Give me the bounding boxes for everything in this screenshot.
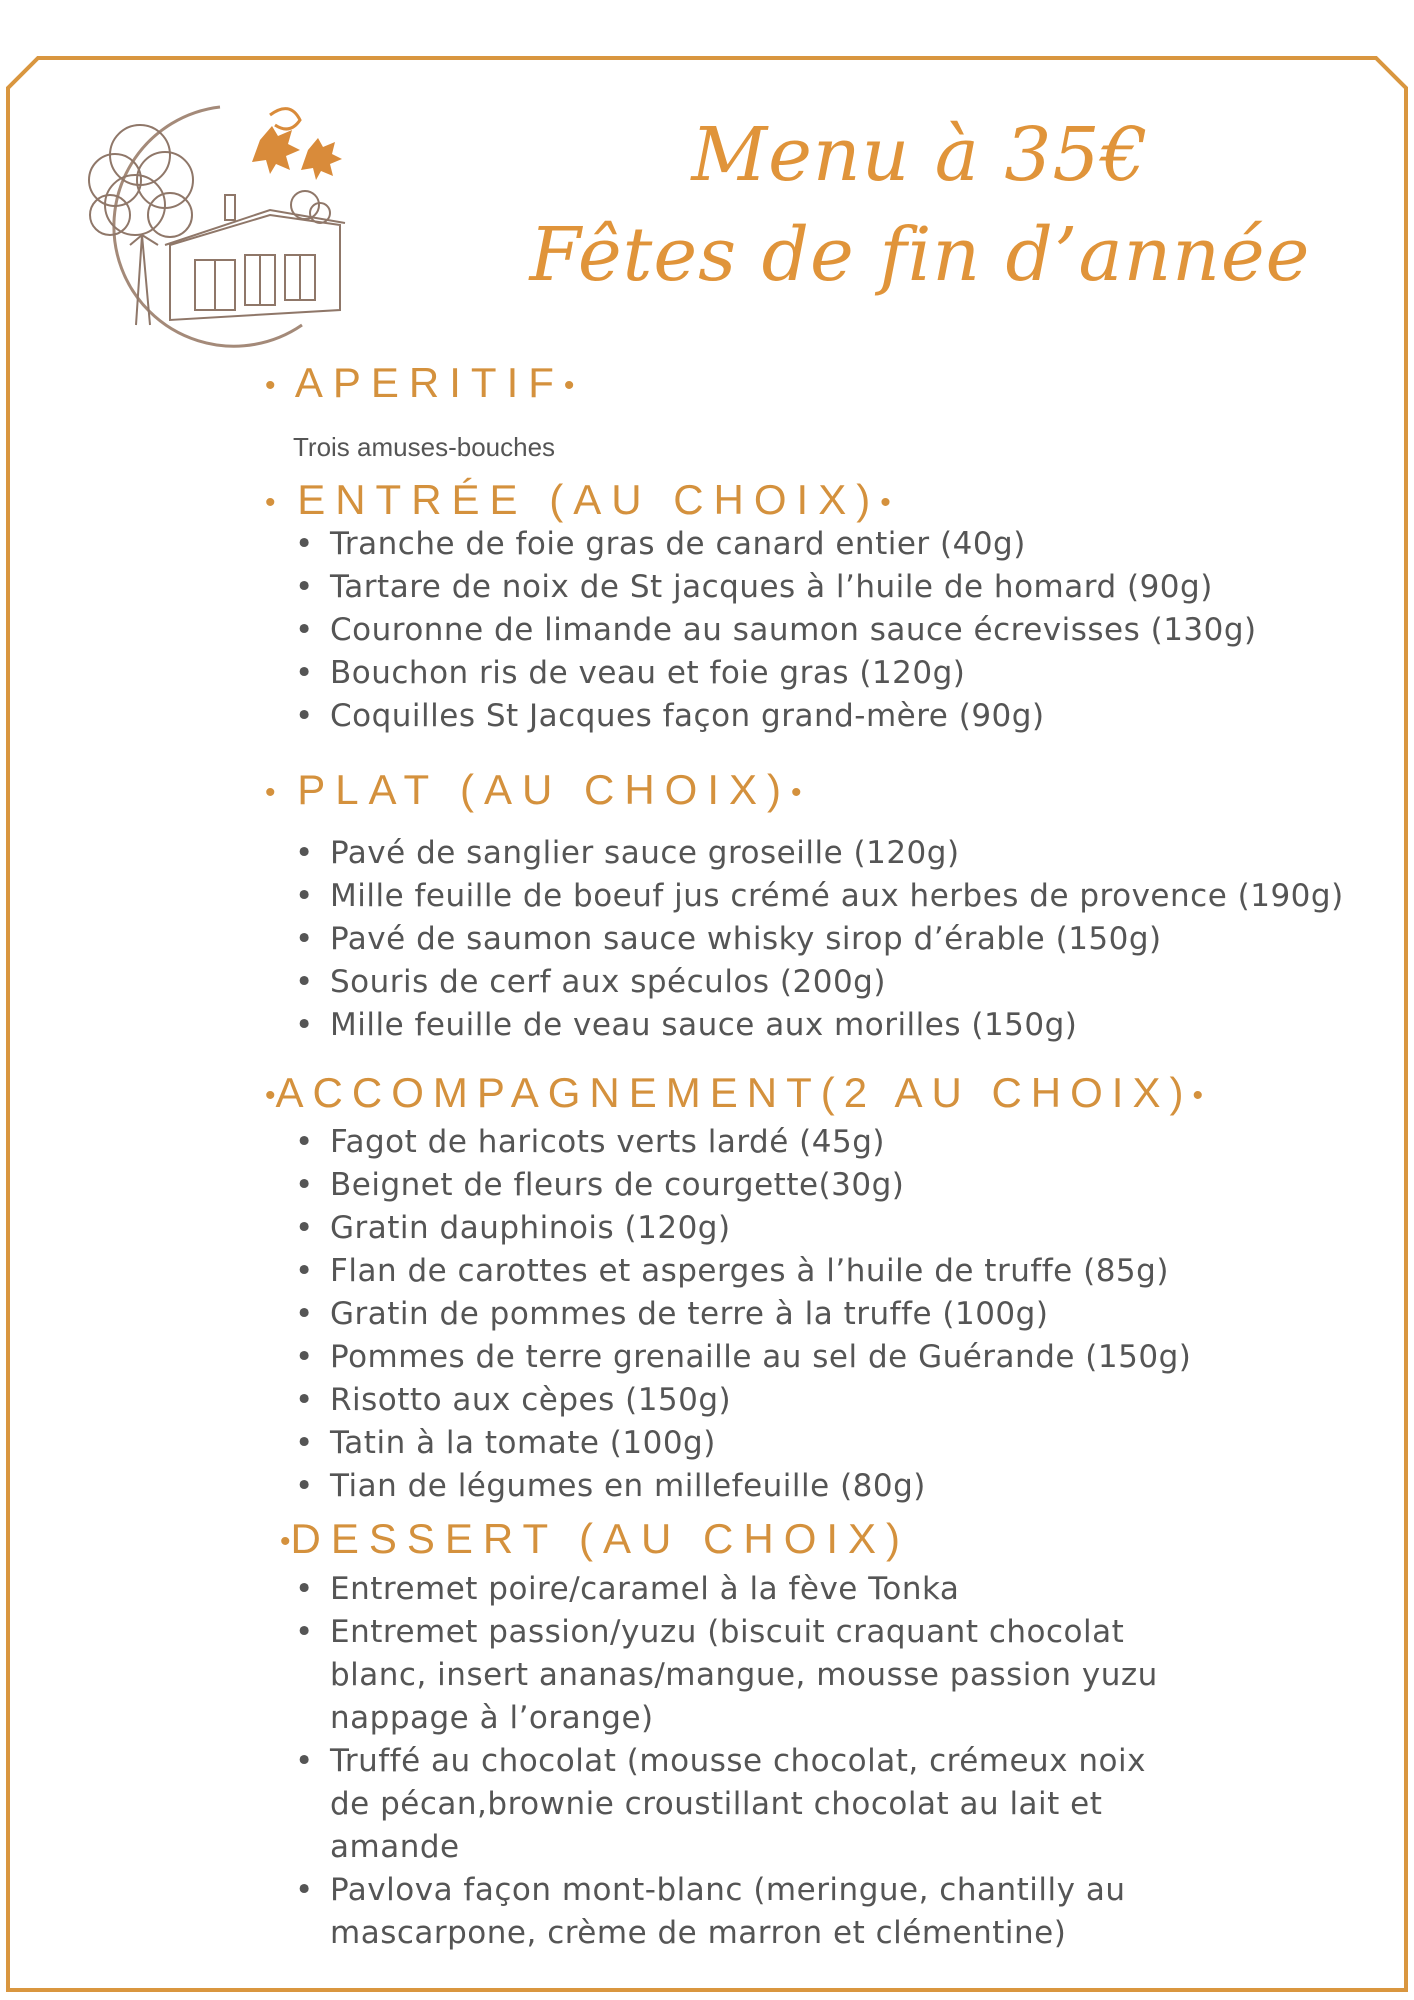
dessert-list: [290, 1568, 1160, 1955]
list-item: • Tatin à la tomate (100g): [290, 1422, 1191, 1465]
bullet-dot-icon: •: [265, 368, 276, 402]
menu-title: [500, 105, 1340, 305]
list-item: • Souris de cerf aux spéculos (200g): [290, 961, 1344, 1004]
list-item: • Bouchon ris de veau et foie gras (120g): [290, 652, 1257, 695]
accompagnement-heading: [265, 1068, 1203, 1121]
bullet-dot-icon: •: [1192, 1078, 1203, 1112]
list-item: • Mille feuille de veau sauce aux morilles (150g): [290, 1004, 1344, 1047]
bullet-dot-icon: •: [563, 368, 575, 402]
bullet-dot-icon: •: [265, 775, 276, 809]
accompagnement-list: [290, 1121, 1191, 1508]
bullet-dot-icon: •: [265, 485, 276, 519]
list-item: • Risotto aux cèpes (150g): [290, 1379, 1191, 1422]
dessert-heading: [280, 1514, 910, 1567]
list-item: • Pommes de terre grenaille au sel de Guérande (150g): [290, 1336, 1191, 1379]
list-item: • Beignet de fleurs de courgette(30g): [290, 1164, 1191, 1207]
list-item: • Coquilles St Jacques façon grand-mère (90g): [290, 695, 1257, 738]
accompagnement-heading-text: ACCOMPAGNEMENT(2 AU CHOIX): [275, 1069, 1193, 1116]
list-item: • Entremet passion/yuzu (biscuit craquant chocolat blanc, insert ananas/mangue, mousse passion yuzu nappage à l’orange): [290, 1611, 1160, 1740]
list-item: • Mille feuille de boeuf jus crémé aux herbes de provence (190g): [290, 875, 1344, 918]
plat-heading-text: PLAT (AU CHOIX): [297, 766, 792, 813]
list-item: • Couronne de limande au saumon sauce écrevisses (130g): [290, 609, 1257, 652]
dessert-heading-text: DESSERT (AU CHOIX): [290, 1515, 911, 1562]
list-item: • Pavé de saumon sauce whisky sirop d’érable (150g): [290, 918, 1344, 961]
plat-list: [290, 832, 1344, 1047]
list-item: • Gratin dauphinois (120g): [290, 1207, 1191, 1250]
list-item: • Pavlova façon mont-blanc (meringue, chantilly au mascarpone, crème de marron et clémentine): [290, 1869, 1160, 1955]
bullet-dot-icon: •: [880, 485, 891, 519]
aperitif-heading-text: APERITIF: [294, 359, 564, 406]
entree-heading-text: ENTRÉE (AU CHOIX): [297, 476, 881, 523]
list-item: • Entremet poire/caramel à la fève Tonka: [290, 1568, 1160, 1611]
house-tree-grape-logo-icon: [70, 95, 370, 355]
menu-title-line-2: Fêtes de fin d’année: [529, 212, 1311, 298]
list-item: • Tian de légumes en millefeuille (80g): [290, 1465, 1191, 1508]
bullet-dot-icon: •: [280, 1524, 291, 1558]
entree-list: [290, 523, 1257, 738]
list-item: • Flan de carottes et asperges à l’huile de truffe (85g): [290, 1250, 1191, 1293]
aperitif-text: Trois amuses-bouches: [293, 432, 556, 462]
plat-heading: [265, 765, 802, 818]
aperitif-heading: [265, 358, 574, 411]
list-item: • Tartare de noix de St jacques à l’huile de homard (90g): [290, 566, 1257, 609]
list-item: • Gratin de pommes de terre à la truffe (100g): [290, 1293, 1191, 1336]
bullet-dot-icon: •: [265, 1078, 276, 1112]
menu-title-line-1: Menu à 35€: [691, 112, 1149, 198]
entree-heading: [265, 475, 891, 528]
list-item: • Pavé de sanglier sauce groseille (120g): [290, 832, 1344, 875]
bullet-dot-icon: •: [791, 775, 802, 809]
list-item: • Fagot de haricots verts lardé (45g): [290, 1121, 1191, 1164]
list-item: • Truffé au chocolat (mousse chocolat, crémeux noix de pécan,brownie croustillant chocolat au lait et amande: [290, 1740, 1160, 1869]
list-item: • Tranche de foie gras de canard entier (40g): [290, 523, 1257, 566]
